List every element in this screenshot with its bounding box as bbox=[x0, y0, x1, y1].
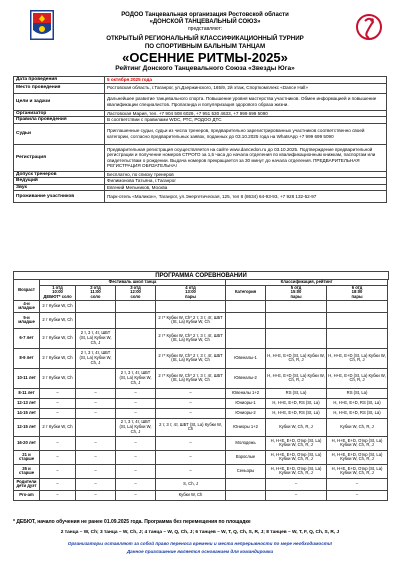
category-cell: Сеньоры bbox=[226, 464, 266, 478]
program-cell: – bbox=[156, 464, 226, 478]
info-row bbox=[14, 144, 387, 171]
info-key: Дата проведения bbox=[14, 77, 105, 84]
program-cell bbox=[116, 328, 156, 348]
program-cell: – bbox=[156, 408, 226, 418]
info-value: Дальнейшее развитие танцевального спорта. Повышение уровня мастерства участников. Обмен информацией и повышение квалификации специалистов. Пропаганда и популяризация здорового образа жизни. bbox=[105, 93, 387, 110]
age-cell: 12-15 лет bbox=[14, 418, 40, 436]
program-cell bbox=[327, 328, 388, 348]
info-key: Правила проведения bbox=[14, 117, 105, 124]
info-key: Организатор bbox=[14, 110, 105, 117]
program-cell: 2 т* Кубки W, Ch* 2 т, 3 т, 4т, ШБТ (St, La) Кубки W, Ch bbox=[156, 328, 226, 348]
program-cell: 2 т Кубки W, Ch bbox=[40, 312, 76, 328]
program-cell: – bbox=[116, 388, 156, 398]
col-age-header: Возраст bbox=[14, 280, 40, 301]
info-row bbox=[14, 123, 387, 144]
program-cell: H, H+E, E+D, Откр (St, La) Кубки W, Ch, R, J bbox=[266, 436, 327, 450]
program-row bbox=[14, 436, 388, 450]
program-cell: – bbox=[76, 450, 116, 464]
info-key: Судьи bbox=[14, 123, 105, 144]
program-cell: – bbox=[40, 408, 76, 418]
org-line-2: «ДОНСКОЙ ТАНЦЕВАЛЬНЫЙ СОЮЗ» bbox=[149, 19, 261, 25]
info-value: Парк-отель «Маликон», Таганрог, ул.Энергетическая, 125, тел 8 (8634) 64-93-93, +7 928 132-52-97 bbox=[105, 191, 387, 203]
info-key: Допуск тренеров bbox=[14, 171, 105, 178]
age-cell: 8-11 лет bbox=[14, 388, 40, 398]
organizer-note: Организаторы оставляют за собой право переноса времени и места непрерывности по мере необходимости! bbox=[67, 541, 333, 546]
program-row bbox=[14, 368, 388, 388]
program-row bbox=[14, 408, 388, 418]
program-cell: Кубки W, Ch, R, J bbox=[266, 418, 327, 436]
info-key: Звук bbox=[14, 184, 105, 191]
age-cell: 12-13 лет bbox=[14, 398, 40, 408]
session-header: 4 отд 13:00 пары bbox=[156, 285, 226, 300]
program-cell: 2 т Кубки W, Ch bbox=[40, 348, 76, 368]
program-cell: H, H+E, E+D, RS (St, La) bbox=[266, 398, 327, 408]
program-cell: – bbox=[76, 388, 116, 398]
program-cell: – bbox=[116, 490, 156, 500]
session-header: 5 отд 15:00 пары bbox=[266, 285, 327, 300]
info-value: В соответствии с правилами WDC, РТС, РОДОО ДТС bbox=[105, 117, 387, 124]
main-title: «ОСЕННИЕ РИТМЫ-2025» bbox=[122, 50, 288, 65]
program-cell: RS (St, La) bbox=[327, 388, 388, 398]
rating-subtitle: Рейтинг Донского Танцевального Союза «Звезды Юга» bbox=[115, 65, 295, 72]
age-cell: 21 и старше bbox=[14, 450, 40, 464]
category-cell: Молодежь bbox=[226, 436, 266, 450]
program-cell: – bbox=[327, 478, 388, 490]
program-cell bbox=[327, 312, 388, 328]
program-cell: – bbox=[76, 478, 116, 490]
age-cell: 6-7 лет bbox=[14, 328, 40, 348]
program-cell: – bbox=[40, 450, 76, 464]
category-cell: Юниоры-1 bbox=[226, 398, 266, 408]
group-festival: Фестиваль школ танца bbox=[40, 280, 226, 286]
info-value: Предварительная регистрация осуществляется на сайте www.dancedon.ru до 03.10.2025. Подтверждение предварительной регистрации и получение номеров СТРОГО за 1,5 часа до начала отделения по квалификационным книжкам, паспортам или свидетельствам о рождении. Выдача номеров прекращается за 30 минут до начала отделения. ПРЕДВАРИТЕЛЬНАЯ РЕГИСТРАЦИЯ ОБЯЗАТЕЛЬНА! bbox=[105, 144, 387, 171]
program-row bbox=[14, 464, 388, 478]
program-cell: H, H+E, E+D, Откр (St, La) Кубки W, Ch, R, J bbox=[266, 450, 327, 464]
info-table bbox=[13, 76, 387, 203]
program-cell: – bbox=[116, 450, 156, 464]
info-value: Приглашенные судьи, судьи из числа тренеров, предварительно зарегистрированных участников соответственно своей категории, согласно предварительных заявок, поданных до 03.10.2025 года на WhatsApp +7 999 699 5090 bbox=[105, 123, 387, 144]
program-row bbox=[14, 300, 388, 312]
program-cell: H, H+E, E+D, Откр (St, La) Кубки W, Ch, R, J bbox=[327, 464, 388, 478]
category-cell bbox=[226, 478, 266, 490]
session-header: 2 отд 11:00 соло bbox=[76, 285, 116, 300]
program-cell: – bbox=[116, 408, 156, 418]
program-row bbox=[14, 450, 388, 464]
col-category-header: Категория bbox=[226, 285, 266, 300]
program-cell: – bbox=[76, 464, 116, 478]
title-line-1: ОТКРЫТЫЙ РЕГИОНАЛЬНЫЙ КЛАССИФИКАЦИОННЫЙ ТУРНИР bbox=[106, 35, 304, 42]
info-key: Проживание участников bbox=[14, 191, 105, 203]
program-cell bbox=[76, 312, 116, 328]
program-cell bbox=[76, 418, 116, 436]
age-cell: 5-и младше bbox=[14, 312, 40, 328]
program-cell: – bbox=[76, 398, 116, 408]
info-key: Место проведения bbox=[14, 83, 105, 93]
category-cell: Ювеналы-2 bbox=[226, 368, 266, 388]
logo-left-icon bbox=[30, 10, 54, 40]
presents-text: представляют: bbox=[187, 26, 223, 32]
program-cell bbox=[266, 312, 327, 328]
info-row bbox=[14, 191, 387, 203]
program-cell: – bbox=[327, 490, 388, 500]
program-row bbox=[14, 398, 388, 408]
info-value: Бесплатно, по списку тренеров bbox=[105, 171, 387, 178]
program-cell: H, H+E, E+D, RS (St, La) bbox=[327, 398, 388, 408]
category-cell: Ювеналы 1+2 bbox=[226, 388, 266, 398]
program-cell: – bbox=[156, 388, 226, 398]
info-value: Евгений Мельников, Москва bbox=[105, 184, 387, 191]
program-cell bbox=[327, 300, 388, 312]
program-cell bbox=[266, 328, 327, 348]
program-cell: – bbox=[266, 490, 327, 500]
program-row bbox=[14, 478, 388, 490]
program-cell: Кубки W, Ch, R, J bbox=[327, 418, 388, 436]
title-line-2: ПО СПОРТИВНЫМ БАЛЬНЫМ ТАНЦАМ bbox=[144, 43, 266, 50]
program-cell bbox=[76, 368, 116, 388]
program-cell bbox=[116, 312, 156, 328]
program-cell: – bbox=[156, 450, 226, 464]
program-row bbox=[14, 312, 388, 328]
program-session-row bbox=[14, 285, 388, 300]
program-cell: 2 т, 3 т, 4т, ШБТ (St, La) Кубки W, Ch, J bbox=[116, 368, 156, 388]
program-cell: H, H+E, E+D, Откр (St, La) Кубки W, Ch, R, J bbox=[327, 436, 388, 450]
program-row bbox=[14, 418, 388, 436]
program-cell: 2 т Кубки W, Ch bbox=[40, 300, 76, 312]
program-cell: 2 т, 3 т, 4т, ШБТ (St, La) Кубки W, Ch, J bbox=[76, 348, 116, 368]
info-value: Филимонова Татьяна, г.Таганрог bbox=[105, 178, 387, 185]
program-cell: – bbox=[116, 398, 156, 408]
program-row bbox=[14, 388, 388, 398]
logo-right-icon bbox=[356, 12, 382, 42]
program-cell: 2 т Кубки W, Ch bbox=[40, 418, 76, 436]
program-body bbox=[14, 300, 388, 500]
program-cell: Кубки W, Ch bbox=[156, 490, 226, 500]
program-cell: S, Ch, J bbox=[156, 478, 226, 490]
program-cell: – bbox=[40, 464, 76, 478]
program-cell: – bbox=[116, 464, 156, 478]
program-cell: – bbox=[156, 436, 226, 450]
program-cell: – bbox=[266, 478, 327, 490]
program-cell: H, H+E, E+D (St, La) Кубки W, Ch, R, J bbox=[327, 368, 388, 388]
program-cell: 2 т, 3 т, 4т, ШБТ (St, La) Кубки W, Ch, J bbox=[76, 328, 116, 348]
info-row bbox=[14, 93, 387, 110]
invitation-note: Данное приглашение является основанием для командировки bbox=[126, 549, 274, 554]
program-cell: H, H+E, E+D (St, La) Кубки W, Ch, R, J bbox=[266, 348, 327, 368]
program-cell: 2 т* Кубки W, Ch* 2 т, 3 т, 4т, ШБТ (St, La) Кубки W, Ch bbox=[156, 312, 226, 328]
program-cell: 2 т Кубки W, Ch bbox=[40, 368, 76, 388]
info-key: Регистрация bbox=[14, 144, 105, 171]
age-cell: 4-и младше bbox=[14, 300, 40, 312]
info-key: Цели и задачи bbox=[14, 93, 105, 110]
age-cell: 16-20 лет bbox=[14, 436, 40, 450]
program-cell: – bbox=[40, 398, 76, 408]
info-value: Ластовская Мария, тел. +7 904 508 6029, +7 951 530 4633, +7 999 699 5090 bbox=[105, 110, 387, 117]
program-cell: 2 т Кубки W, Ch bbox=[40, 328, 76, 348]
program-cell: H, H+E, E+D, RS (St, La) bbox=[266, 408, 327, 418]
program-cell: 2 т* Кубки W, Ch* 2 т, 3 т, 4т, ШБТ (St, La) Кубки W, Ch bbox=[156, 368, 226, 388]
program-cell bbox=[116, 300, 156, 312]
program-cell: 2 т, 3 т, 4т, ШБТ (St, La) Кубки W, Ch, J bbox=[116, 418, 156, 436]
program-cell: – bbox=[156, 398, 226, 408]
program-cell: – bbox=[76, 436, 116, 450]
info-key: Ведущий bbox=[14, 178, 105, 185]
program-cell: – bbox=[40, 388, 76, 398]
category-cell: Ювеналы-1 bbox=[226, 348, 266, 368]
program-cell bbox=[76, 300, 116, 312]
program-cell: H, H+E, E+D, RS (St, La) bbox=[327, 408, 388, 418]
category-cell bbox=[226, 490, 266, 500]
info-value-date: 5 октября 2025 года bbox=[105, 77, 387, 84]
age-cell: 10-11 лет bbox=[14, 368, 40, 388]
category-cell bbox=[226, 328, 266, 348]
program-cell: – bbox=[40, 436, 76, 450]
program-cell: RS (St, La) bbox=[266, 388, 327, 398]
age-cell: Pro-am bbox=[14, 490, 40, 500]
category-cell bbox=[226, 300, 266, 312]
program-title: ПРОГРАММА СОРЕВНОВАНИЙ bbox=[13, 271, 389, 280]
age-cell: 8-9 лет bbox=[14, 348, 40, 368]
program-cell bbox=[156, 300, 226, 312]
age-cell: Родители дети дуэт bbox=[14, 478, 40, 490]
program-cell: H, H+E, E+D (St, La) Кубки W, Ch, R, J bbox=[327, 348, 388, 368]
program-cell: – bbox=[40, 478, 76, 490]
program-row bbox=[14, 490, 388, 500]
age-cell: 35 и старше bbox=[14, 464, 40, 478]
program-row bbox=[14, 328, 388, 348]
info-value: Ростовская область, г.Таганрог, ул.Дзержинского, 165/9, 2й этаж, Спорткомплекс «Dance Hall» bbox=[105, 83, 387, 93]
group-classification: Классификация, рейтинг bbox=[226, 280, 388, 286]
program-cell bbox=[266, 300, 327, 312]
program-cell: H, H+E, E+D (St, La) Кубки W, Ch, R, J bbox=[266, 368, 327, 388]
program-cell: – bbox=[76, 408, 116, 418]
category-cell: Взрослые bbox=[226, 450, 266, 464]
category-cell: Юниоры-2 bbox=[226, 408, 266, 418]
program-cell: H, H+E, E+D, Откр (St, La) Кубки W, Ch, R, J bbox=[266, 464, 327, 478]
program-table bbox=[13, 279, 388, 501]
program-cell bbox=[116, 348, 156, 368]
dances-note: 2 танца – W, Ch; 3 танца – W, Ch, J; 4 танца – W, Q, Ch, J; 6 танцев – W, T, Q, Ch, S, R, J; 8 танцев – W, T, F, Q, Ch, S, R, J bbox=[60, 530, 340, 535]
debut-note: * ДЕБЮТ, начало обучения не ранее 01.09.2025 года. Программа без перемещения по площадке bbox=[13, 519, 251, 525]
program-cell: 2 т, 3 т, 4т, ШБТ (St, La) Кубки W, Ch bbox=[156, 418, 226, 436]
category-cell bbox=[226, 312, 266, 328]
session-header: 6 отд 18:00 пары bbox=[327, 285, 388, 300]
info-row bbox=[14, 83, 387, 93]
session-header: 1 отд 10:00 ДЕБЮТ* соло bbox=[40, 285, 76, 300]
category-cell: Юниоры 1+2 bbox=[226, 418, 266, 436]
program-cell: 2 т* Кубки W, Ch* 2 т, 3 т, 4т, ШБТ (St, La) Кубки W, Ch bbox=[156, 348, 226, 368]
program-cell: – bbox=[116, 436, 156, 450]
session-header: 3 отд 12:00 соло bbox=[116, 285, 156, 300]
program-cell: – bbox=[40, 490, 76, 500]
program-cell: – bbox=[76, 490, 116, 500]
org-line-1: РОДОО Танцевальная организация Ростовской области bbox=[121, 12, 289, 18]
program-row bbox=[14, 348, 388, 368]
program-cell: H, H+E, E+D, Откр (St, La) Кубки W, Ch, R, J bbox=[327, 450, 388, 464]
age-cell: 14-15 лет bbox=[14, 408, 40, 418]
program-cell: – bbox=[116, 478, 156, 490]
